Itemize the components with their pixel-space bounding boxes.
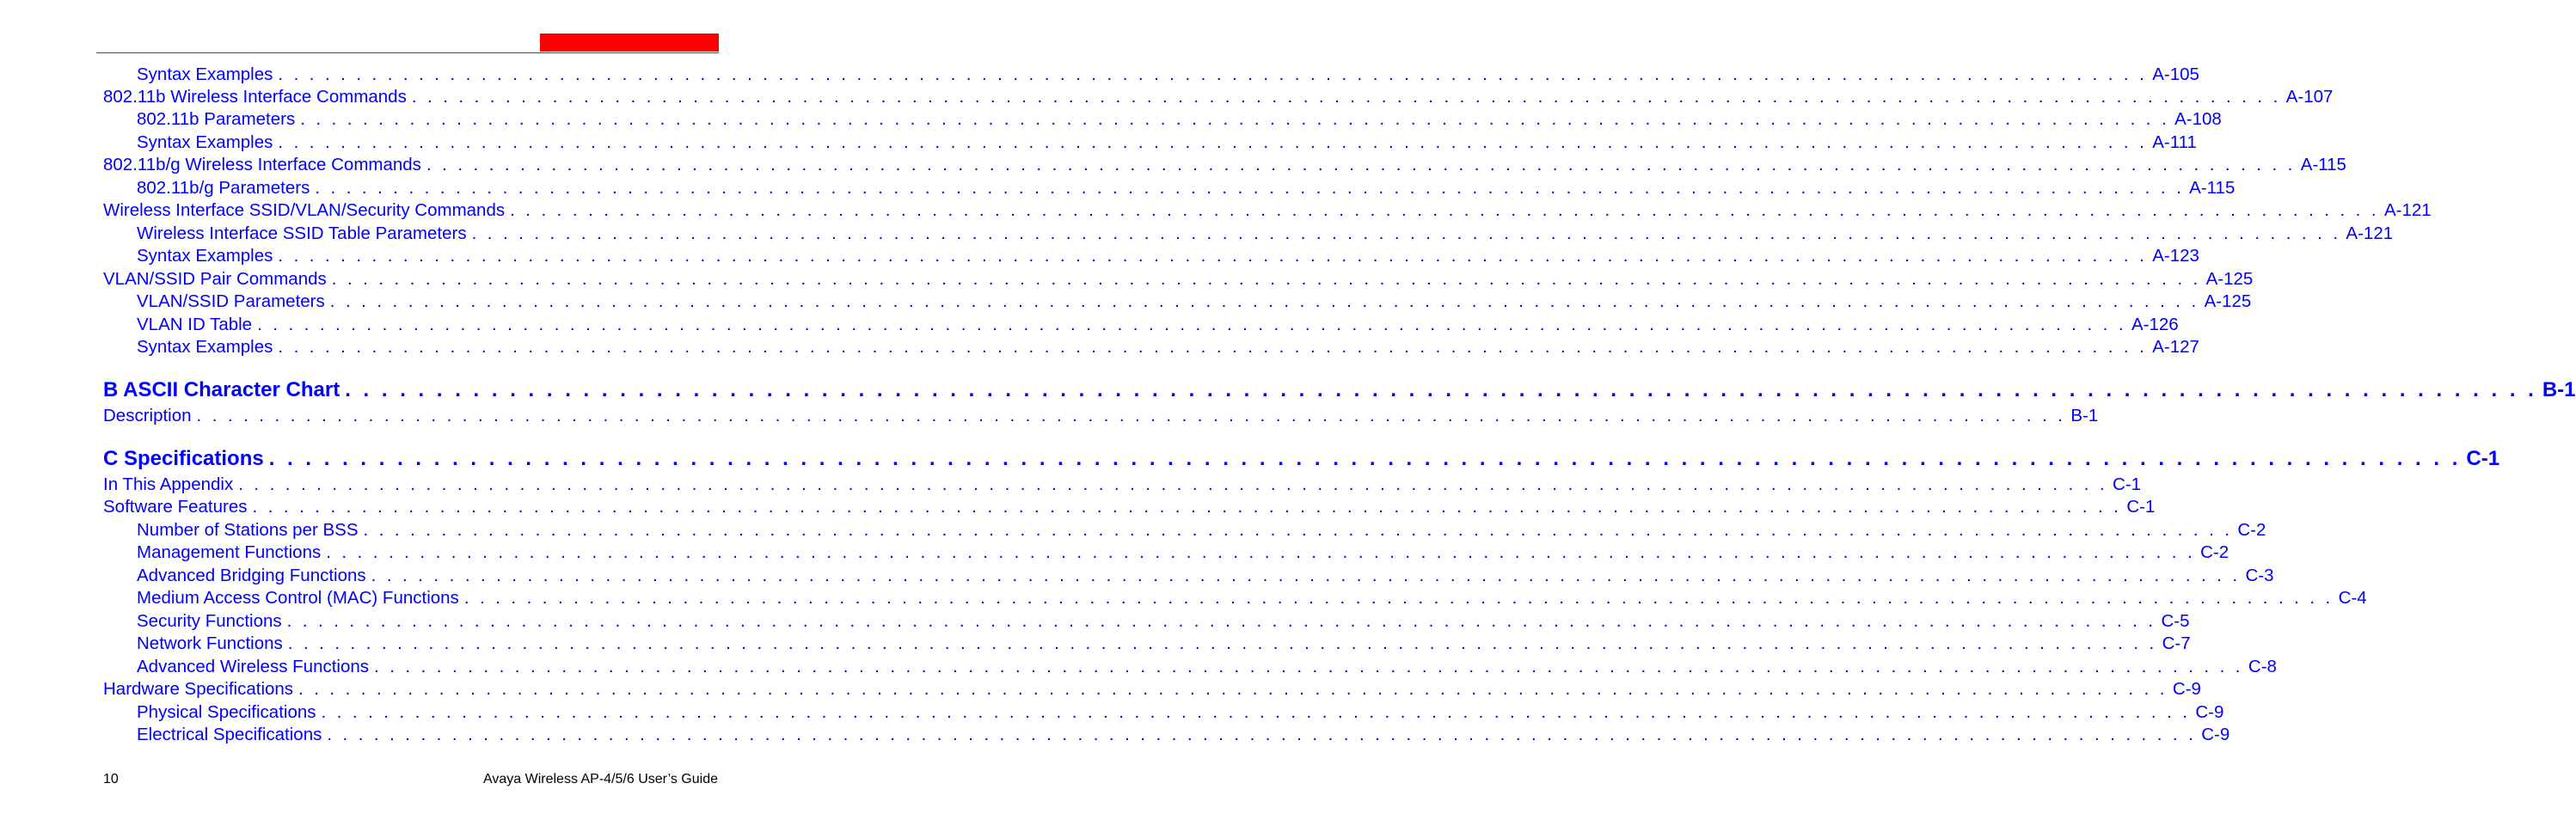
toc-entry-page: C-1 xyxy=(2126,497,2156,517)
dot-leader: . . . . . . . . . . . . . . . . . . . . . . . . . . . . . . . . . . . . . . . . . . . . . . . . . . . . . . . . . . . . . . . . . . . . . . . . . . . . . . . . . . . . . . . . . . . . . . . . . . . . . . . . . . . . . . . . . . . . . . . . xyxy=(300,109,2170,129)
header-rule xyxy=(96,52,719,53)
toc-entry-page: C-2 xyxy=(2200,542,2229,562)
toc-entry-title: Management Functions xyxy=(137,542,322,562)
toc-entry[interactable] xyxy=(137,566,2274,586)
toc-entry-title: 802.11b Parameters xyxy=(137,109,296,129)
toc-entry[interactable] xyxy=(103,87,2334,107)
toc-entry-title: VLAN ID Table xyxy=(137,315,253,334)
dot-leader: . . . . . . . . . . . . . . . . . . . . . . . . . . . . . . . . . . . . . . . . . . . . . . . . . . . . . . . . . . . . . . . . . . . . . . . . . . . . . . . . . . . . . . . . . . . . . . . . . . . . . . . . . . . . . . . . . . . . . . . . xyxy=(329,291,2199,311)
toc-entry-page: A-108 xyxy=(2174,109,2222,129)
toc-entry-page: C-3 xyxy=(2245,566,2274,585)
toc-entry-title: Syntax Examples xyxy=(137,337,273,357)
toc-entry[interactable] xyxy=(103,497,2156,517)
toc-entry-title: Software Features xyxy=(103,497,248,517)
toc-entry-title: Number of Stations per BSS xyxy=(137,520,359,540)
toc-entry-title: Syntax Examples xyxy=(137,246,273,266)
toc-entry[interactable] xyxy=(137,178,2236,199)
toc-entry-title: VLAN/SSID Parameters xyxy=(137,291,325,311)
toc-entry-title: 802.11b/g Parameters xyxy=(137,178,310,198)
toc-entry[interactable] xyxy=(137,223,2394,244)
toc-entry[interactable] xyxy=(137,657,2277,677)
dot-leader: . . . . . . . . . . . . . . . . . . . . . . . . . . . . . . . . . . . . . . . . . . . . . . . . . . . . . . . . . . . . . . . . . . . . . . . . . . . . . . . . . . . . . . . . . . . . . . . . . . . . . . . . . . . . . . . . . . . . . . . . xyxy=(196,406,2066,425)
toc-entry[interactable] xyxy=(103,200,2432,221)
toc-entry[interactable] xyxy=(137,315,2179,335)
toc-entry[interactable] xyxy=(137,64,2199,85)
toc-entry-page: A-111 xyxy=(2152,132,2197,152)
toc-entry-page: C-2 xyxy=(2237,520,2266,540)
dot-leader: . . . . . . . . . . . . . . . . . . . . . . . . . . . . . . . . . . . . . . . . . . . . . . . . . . . . . . . . . . . . . . . . . . . . . . . . . . . . . . . . . . . . . . . . . . . . . . . . . . . . . . . . . . . . . . . . . . . . . . . . xyxy=(257,315,2126,334)
dot-leader: . . . . . . . . . . . . . . . . . . . . . . . . . . . . . . . . . . . . . . . . . . . . . . . . . . . . . . . . . . . . . . . . . . . . . . . . . . . . . . . . . . . . . . . . . . . . . . . . . . . . . . . . . . . . . . . . . . . . . . . . xyxy=(278,132,2148,152)
dot-leader: . . . . . . . . . . . . . . . . . . . . . . . . . . . . . . . . . . . . . . . . . . . . . . . . . . . . . . . . . . . . . . . . . . . . . . . . . . . . . . . . . . . . . . . . . . . . . . . . . . . . . . . . . . . . . . . . . . . . . . . . xyxy=(286,611,2156,631)
dot-leader: . . . . . . . . . . . . . . . . . . . . . . . . . . . . . . . . . . . . . . . . . . . . . . . . . . . . . . . . . . . . . . . . . . . . . . . . . . . . . . . . . . . . . . . . . . . . . . . . . . . . . . . . . . . . . . . . . . . . . . . . xyxy=(327,725,2197,744)
toc-entry-page: C-8 xyxy=(2248,657,2277,676)
dot-leader: . . . . . . . . . . . . . . . . . . . . . . . . . . . . . . . . . . . . . . . . . . . . . . . . . . . . . . . . . . . . . . . . . . . . . . . . . . . . . . . . . . . . . . . . . . . . . . . . . . . . . . . . . . . . . . . . . . . . . . . . xyxy=(363,520,2233,540)
toc-entry-title: 802.11b Wireless Interface Commands xyxy=(103,87,407,107)
toc-entry[interactable] xyxy=(137,109,2222,130)
toc-entry-title: Wireless Interface SSID/VLAN/Security Commands xyxy=(103,200,506,220)
toc-entry-title: Medium Access Control (MAC) Functions xyxy=(137,588,459,608)
toc-entry-title: Syntax Examples xyxy=(137,64,273,84)
toc-entry-page: C-5 xyxy=(2161,611,2190,631)
toc-entry-page: A-125 xyxy=(2204,291,2252,311)
toc-entry-page: A-115 xyxy=(2300,155,2346,174)
dot-leader: . . . . . . . . . . . . . . . . . . . . . . . . . . . . . . . . . . . . . . . . . . . . . . . . . . . . . . . . . . . . . . . . . . . . . . . . . . . . . . . . . . . . . . . . . . . . . . . . . . . . . . . . . . . . . . . . . . . . . . . . xyxy=(510,200,2379,220)
toc-entry[interactable] xyxy=(103,679,2201,700)
dot-leader: . . . . . . . . . . . . . . . . . . . . . . . . . . . . . . . . . . . . . . . . . . . . . . . . . . . . . . . . . . . . . . . . . . . . . . . . . . . . . . . . . . . . . . . . . . . . . . . . . . . . . . . . . . . . . . . . . . . . . . . . xyxy=(238,474,2108,494)
toc-entry-page: C-1 xyxy=(2466,447,2500,470)
toc-entry-page: A-123 xyxy=(2152,246,2199,266)
toc-entry[interactable] xyxy=(103,406,2099,426)
toc-entry[interactable] xyxy=(137,132,2197,153)
toc-chapter-entry[interactable] xyxy=(103,447,2500,471)
toc-entry-page: A-121 xyxy=(2383,200,2432,220)
toc-entry[interactable] xyxy=(137,725,2230,745)
toc-entry[interactable] xyxy=(137,520,2266,541)
toc-entry-page: A-127 xyxy=(2152,337,2199,357)
footer-page-number: 10 xyxy=(103,772,119,786)
toc-entry[interactable] xyxy=(137,611,2190,632)
toc-entry-title: Description xyxy=(103,406,192,425)
dot-leader: . . . . . . . . . . . . . . . . . . . . . . . . . . . . . . . . . . . . . . . . . . . . . . . . . . . . . . . . . . . . . . . . . . . . . . . . . . . . . . . . . . . . . . . . . . . . . . . . . . . . . . . . . . . . . . . . . . . . . . . . xyxy=(463,588,2334,608)
dot-leader: . . . . . . . . . . . . . . . . . . . . . . . . . . . . . . . . . . . . . . . . . . . . . . . . . . . . . . . . . . . . . . . . . . . . . . . . . . . . . . . . . . . . . . . . . . . . . . . . . . . . . . . . . . . . . . . . . . . . . . . . xyxy=(471,223,2341,243)
toc-entry[interactable] xyxy=(137,542,2229,563)
toc-entry-title: Hardware Specifications xyxy=(103,679,294,699)
toc-entry[interactable] xyxy=(137,702,2224,723)
toc-entry-page: C-7 xyxy=(2162,633,2191,653)
dot-leader: . . . . . . . . . . . . . . . . . . . . . . . . . . . . . . . . . . . . . . . . . . . . . . . . . . . . . . . . . . . . . . . . . . . . . . . . . . . . . . . . . . . . . . . . . . . . . . . . . . . . . . . . . . . . . . . . . . . . . . . . xyxy=(298,679,2168,699)
dot-leader: . . . . . . . . . . . . . . . . . . . . . . . . . . . . . . . . . . . . . . . . . . . . . . . . . . . . . . . . . . . . . . . . . . . . . . . . . . . . . . . . . . . . . . . . . . . . . . . . . . . . . . . . . . . . . . . . . . . . . . . . xyxy=(287,633,2157,653)
toc-entry-title: B ASCII Character Chart xyxy=(103,378,340,401)
toc-entry-page: B-1 xyxy=(2070,406,2099,425)
toc-entry[interactable] xyxy=(137,246,2199,266)
toc-entry-title: Electrical Specifications xyxy=(137,725,322,744)
toc-entry-title: Wireless Interface SSID Table Parameters xyxy=(137,223,467,243)
toc-entry[interactable] xyxy=(137,291,2252,312)
toc-entry-page: B-1 xyxy=(2542,378,2576,401)
toc-entry-title: Network Functions xyxy=(137,633,283,653)
dot-leader: . . . . . . . . . . . . . . . . . . . . . . . . . . . . . . . . . . . . . . . . . . . . . . . . . . . . . . . . . . . . . . . . . . . . . . . . . . . . . . . . . . . . . . . . . . . . . . . . . . . . . . . . . . . . . . . . . . . . . . . . xyxy=(268,447,2462,470)
toc-entry-page: A-105 xyxy=(2152,64,2199,84)
toc-entry-page: C-9 xyxy=(2201,725,2230,744)
toc-chapter-entry[interactable] xyxy=(103,378,2576,402)
dot-leader: . . . . . . . . . . . . . . . . . . . . . . . . . . . . . . . . . . . . . . . . . . . . . . . . . . . . . . . . . . . . . . . . . . . . . . . . . . . . . . . . . . . . . . . . . . . . . . . . . . . . . . . . . . . . . . . . . . . . . . . . xyxy=(326,542,2196,562)
toc-entry-page: A-126 xyxy=(2131,315,2179,334)
toc-entry[interactable] xyxy=(103,269,2254,290)
toc-entry-title: Syntax Examples xyxy=(137,132,273,152)
toc-entry-page: A-107 xyxy=(2285,87,2334,107)
toc-entry[interactable] xyxy=(103,474,2142,495)
footer-guide-title: Avaya Wireless AP-4/5/6 User’s Guide xyxy=(482,772,718,786)
dot-leader: . . . . . . . . . . . . . . . . . . . . . . . . . . . . . . . . . . . . . . . . . . . . . . . . . . . . . . . . . . . . . . . . . . . . . . . . . . . . . . . . . . . . . . . . . . . . . . . . . . . . . . . . . . . . . . . . . . . . . . . . xyxy=(321,702,2191,722)
toc-entry-page: A-115 xyxy=(2189,178,2236,198)
toc-entry-page: C-9 xyxy=(2172,679,2201,699)
dot-leader: . . . . . . . . . . . . . . . . . . . . . . . . . . . . . . . . . . . . . . . . . . . . . . . . . . . . . . . . . . . . . . . . . . . . . . . . . . . . . . . . . . . . . . . . . . . . . . . . . . . . . . . . . . . . . . . . . . . . . . . . xyxy=(345,378,2537,401)
toc-entry-title: Advanced Bridging Functions xyxy=(137,566,366,585)
toc-entry-title: Physical Specifications xyxy=(137,702,316,722)
dot-leader: . . . . . . . . . . . . . . . . . . . . . . . . . . . . . . . . . . . . . . . . . . . . . . . . . . . . . . . . . . . . . . . . . . . . . . . . . . . . . . . . . . . . . . . . . . . . . . . . . . . . . . . . . . . . . . . . . . . . . . . . xyxy=(315,178,2185,198)
header-red-bar xyxy=(540,34,719,52)
toc-entry-page: C-1 xyxy=(2113,474,2142,494)
toc-entry-title: C Specifications xyxy=(103,447,264,470)
toc-entry[interactable] xyxy=(137,337,2199,358)
toc-entry-title: Security Functions xyxy=(137,611,282,631)
dot-leader: . . . . . . . . . . . . . . . . . . . . . . . . . . . . . . . . . . . . . . . . . . . . . . . . . . . . . . . . . . . . . . . . . . . . . . . . . . . . . . . . . . . . . . . . . . . . . . . . . . . . . . . . . . . . . . . . . . . . . . . . xyxy=(331,269,2201,289)
toc-entry[interactable] xyxy=(137,633,2191,654)
toc-entry-page: C-9 xyxy=(2195,702,2224,722)
toc-entry-title: Advanced Wireless Functions xyxy=(137,657,370,676)
toc-entry-page: C-4 xyxy=(2338,588,2367,608)
dot-leader: . . . . . . . . . . . . . . . . . . . . . . . . . . . . . . . . . . . . . . . . . . . . . . . . . . . . . . . . . . . . . . . . . . . . . . . . . . . . . . . . . . . . . . . . . . . . . . . . . . . . . . . . . . . . . . . . . . . . . . . . xyxy=(252,497,2122,517)
dot-leader: . . . . . . . . . . . . . . . . . . . . . . . . . . . . . . . . . . . . . . . . . . . . . . . . . . . . . . . . . . . . . . . . . . . . . . . . . . . . . . . . . . . . . . . . . . . . . . . . . . . . . . . . . . . . . . . . . . . . . . . . xyxy=(371,566,2241,585)
dot-leader: . . . . . . . . . . . . . . . . . . . . . . . . . . . . . . . . . . . . . . . . . . . . . . . . . . . . . . . . . . . . . . . . . . . . . . . . . . . . . . . . . . . . . . . . . . . . . . . . . . . . . . . . . . . . . . . . . . . . . . . . xyxy=(278,64,2148,84)
toc-entry[interactable] xyxy=(137,588,2367,609)
toc-entry-title: In This Appendix xyxy=(103,474,234,494)
dot-leader: . . . . . . . . . . . . . . . . . . . . . . . . . . . . . . . . . . . . . . . . . . . . . . . . . . . . . . . . . . . . . . . . . . . . . . . . . . . . . . . . . . . . . . . . . . . . . . . . . . . . . . . . . . . . . . . . . . . . . . . . xyxy=(278,246,2148,266)
dot-leader: . . . . . . . . . . . . . . . . . . . . . . . . . . . . . . . . . . . . . . . . . . . . . . . . . . . . . . . . . . . . . . . . . . . . . . . . . . . . . . . . . . . . . . . . . . . . . . . . . . . . . . . . . . . . . . . . . . . . . . . . xyxy=(426,155,2296,174)
dot-leader: . . . . . . . . . . . . . . . . . . . . . . . . . . . . . . . . . . . . . . . . . . . . . . . . . . . . . . . . . . . . . . . . . . . . . . . . . . . . . . . . . . . . . . . . . . . . . . . . . . . . . . . . . . . . . . . . . . . . . . . . xyxy=(374,657,2243,676)
toc-entry[interactable] xyxy=(103,155,2346,175)
toc-entry-title: VLAN/SSID Pair Commands xyxy=(103,269,327,289)
toc-entry-title: 802.11b/g Wireless Interface Commands xyxy=(103,155,421,174)
dot-leader: . . . . . . . . . . . . . . . . . . . . . . . . . . . . . . . . . . . . . . . . . . . . . . . . . . . . . . . . . . . . . . . . . . . . . . . . . . . . . . . . . . . . . . . . . . . . . . . . . . . . . . . . . . . . . . . . . . . . . . . . xyxy=(411,87,2281,107)
toc-entry-page: A-121 xyxy=(2346,223,2394,243)
dot-leader: . . . . . . . . . . . . . . . . . . . . . . . . . . . . . . . . . . . . . . . . . . . . . . . . . . . . . . . . . . . . . . . . . . . . . . . . . . . . . . . . . . . . . . . . . . . . . . . . . . . . . . . . . . . . . . . . . . . . . . . . xyxy=(278,337,2148,357)
toc-entry-page: A-125 xyxy=(2205,269,2254,289)
